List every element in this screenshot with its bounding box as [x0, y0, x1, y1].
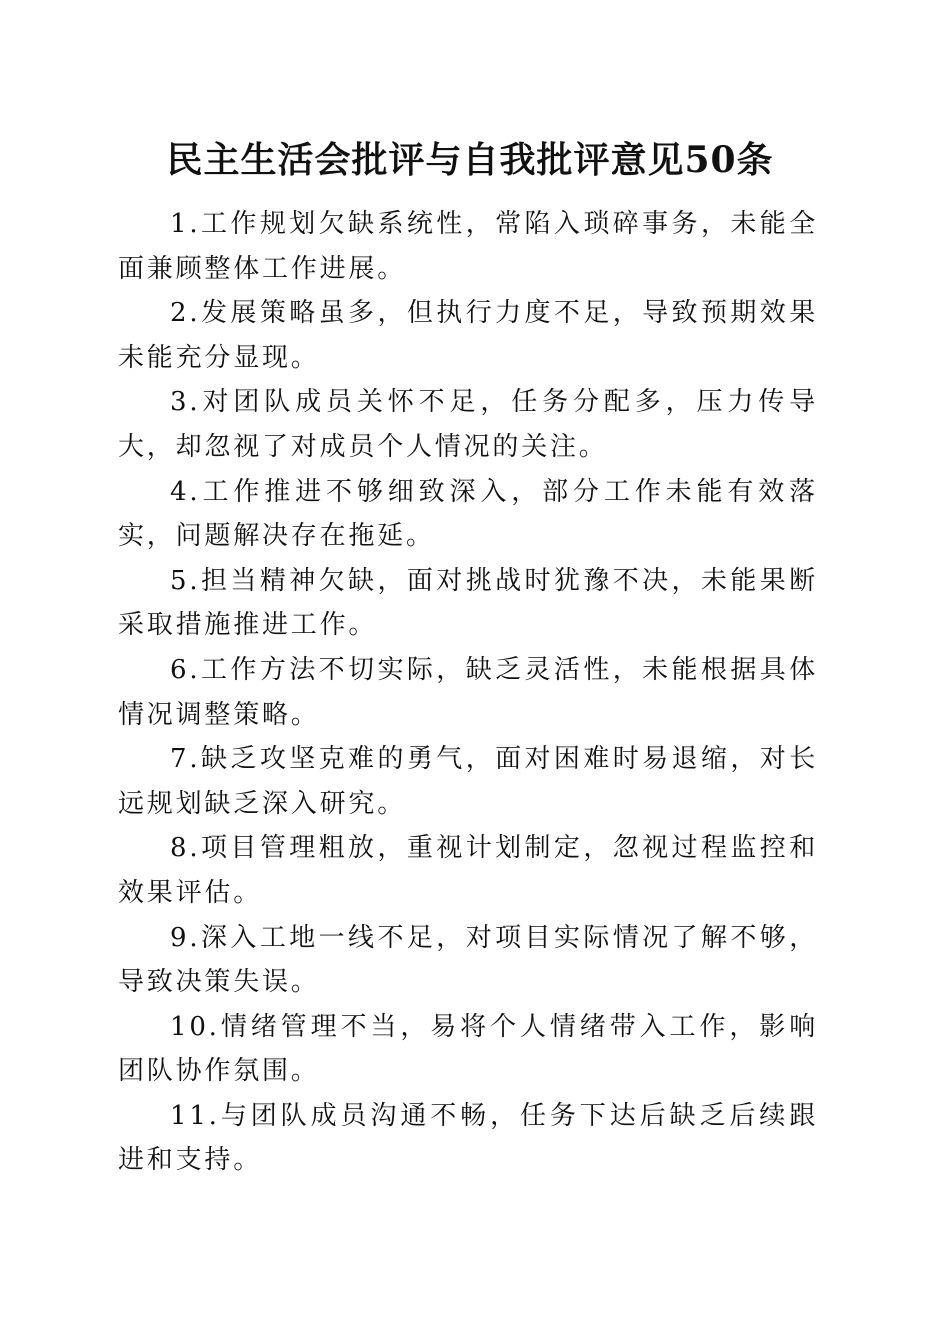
document-body	[118, 202, 818, 1183]
list-item: 3.对团队成员关怀不足，任务分配多，压力传导大，却忽视了对成员个人情况的关注。	[118, 387, 818, 462]
list-item: 1.工作规划欠缺系统性，常陷入琐碎事务，未能全面兼顾整体工作进展。	[118, 209, 818, 284]
list-item: 2.发展策略虽多，但执行力度不足，导致预期效果未能充分显现。	[118, 298, 818, 373]
list-item: 5.担当精神欠缺，面对挑战时犹豫不决，未能果断采取措施推进工作。	[118, 565, 818, 641]
list-item: 10.情绪管理不当，易将个人情绪带入工作，影响团队协作氛围。	[118, 1011, 818, 1087]
document-title: 民主生活会批评与自我批评意见50条	[166, 139, 774, 181]
list-item: 6.工作方法不切实际，缺乏灵活性，未能根据具体情况调整策略。	[118, 654, 818, 730]
list-item: 11.与团队成员沟通不畅，任务下达后缺乏后续跟进和支持。	[118, 1100, 818, 1176]
list-item: 7.缺乏攻坚克难的勇气，面对困难时易退缩，对长远规划缺乏深入研究。	[118, 744, 818, 819]
list-item: 9.深入工地一线不足，对项目实际情况了解不够，导致决策失误。	[118, 922, 818, 998]
list-item: 4.工作推进不够细致深入，部分工作未能有效落实，问题解决存在拖延。	[118, 476, 818, 552]
list-item: 8.项目管理粗放，重视计划制定，忽视过程监控和效果评估。	[118, 833, 818, 908]
